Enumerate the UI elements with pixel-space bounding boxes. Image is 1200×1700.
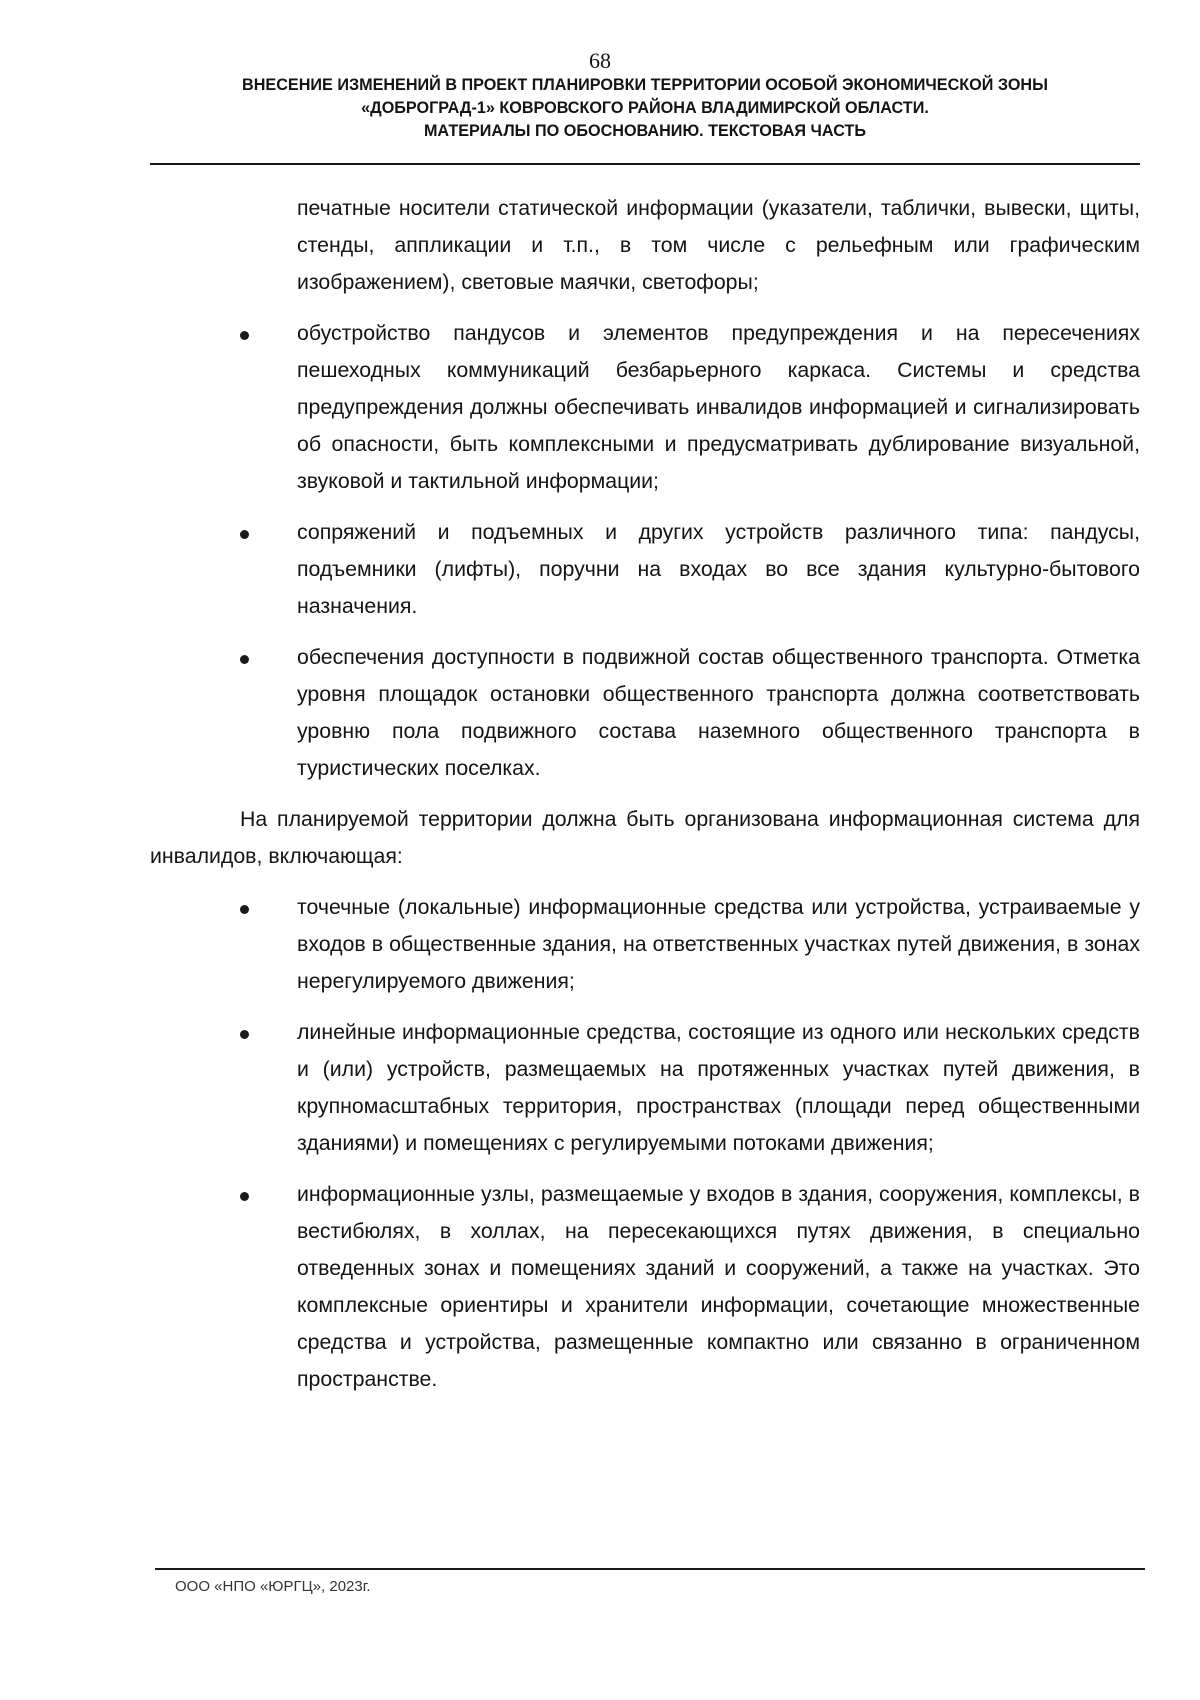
list-item — [150, 1176, 1140, 1398]
paragraph: На планируемой территории должна быть организована информационная система для инвалидов, включающая: — [150, 807, 1140, 868]
bullet-icon — [240, 655, 249, 664]
list-item — [150, 889, 1140, 1000]
header-divider — [150, 163, 1140, 165]
list-item-text: линейные информационные средства, состоящие из одного или нескольких средств и (или) устройств, размещаемых на протяженных участках путей движения, в крупномасштабных территория, пространствах (площади перед общественными зданиями) и помещениях с регулируемыми потоками движения; — [297, 1020, 1140, 1155]
list-item-text: печатные носители статической информации (указатели, таблички, вывески, щиты, стенды, аппликации и т.п., в том числе с рельефным или графическим изображением), световые маячки, светофоры; — [297, 196, 1140, 294]
document-header — [150, 74, 1140, 143]
list-item-text: информационные узлы, размещаемые у входов в здания, сооружения, комплексы, в вестибюлях, в холлах, на пересекающихся путях движения, в специально отведенных зонах и помещениях зданий и сооружений, а также на участках. Это комплексные ориентиры и хранители информации, сочетающие множественные средства и устройства, размещенные компактно или связанно в ограниченном пространстве. — [297, 1182, 1140, 1391]
list-item-text: обеспечения доступности в подвижной состав общественного транспорта. Отметка уровня площадок остановки общественного транспорта должна соответствовать уровню пола подвижного состава наземного общественного транспорта в туристических поселках. — [297, 645, 1140, 780]
header-line-2: «ДОБРОГРАД-1» КОВРОВСКОГО РАЙОНА ВЛАДИМИРСКОЙ ОБЛАСТИ. — [361, 99, 929, 117]
header-line-1: ВНЕСЕНИЕ ИЗМЕНЕНИЙ В ПРОЕКТ ПЛАНИРОВКИ ТЕРРИТОРИИ ОСОБОЙ ЭКОНОМИЧЕСКОЙ ЗОНЫ — [242, 76, 1048, 94]
bullet-icon — [240, 905, 249, 914]
list-item — [150, 315, 1140, 500]
bullet-icon — [240, 1030, 249, 1039]
list-item — [150, 1014, 1140, 1162]
body-text — [150, 190, 1140, 1412]
list-item — [150, 514, 1140, 625]
list-item-text: точечные (локальные) информационные средства или устройства, устраиваемые у входов в общественные здания, на ответственных участках путей движения, в зонах нерегулируемого движения; — [297, 895, 1140, 993]
footer-divider — [155, 1568, 1145, 1570]
list-item — [150, 639, 1140, 787]
list-item-text: обустройство пандусов и элементов предупреждения и на пересечениях пешеходных коммуникаций безбарьерного каркаса. Системы и средства предупреждения должны обеспечивать инвалидов информацией и сигнализировать об опасности, быть комплексными и предусматривать дублирование визуальной, звуковой и тактильной информации; — [297, 321, 1140, 493]
list-item-continuation — [150, 190, 1140, 301]
bullet-icon — [240, 1192, 249, 1201]
list-item-text: сопряжений и подъемных и других устройств различного типа: пандусы, подъемники (лифты), поручни на входах во все здания культурно-бытового назначения. — [297, 520, 1140, 618]
bullet-icon — [240, 530, 249, 539]
page-number: 68 — [589, 48, 611, 73]
footer-text: ООО «НПО «ЮРГЦ», 2023г. — [175, 1578, 371, 1595]
bullet-icon — [240, 331, 249, 340]
header-line-3: МАТЕРИАЛЫ ПО ОБОСНОВАНИЮ. ТЕКСТОВАЯ ЧАСТЬ — [423, 122, 867, 140]
